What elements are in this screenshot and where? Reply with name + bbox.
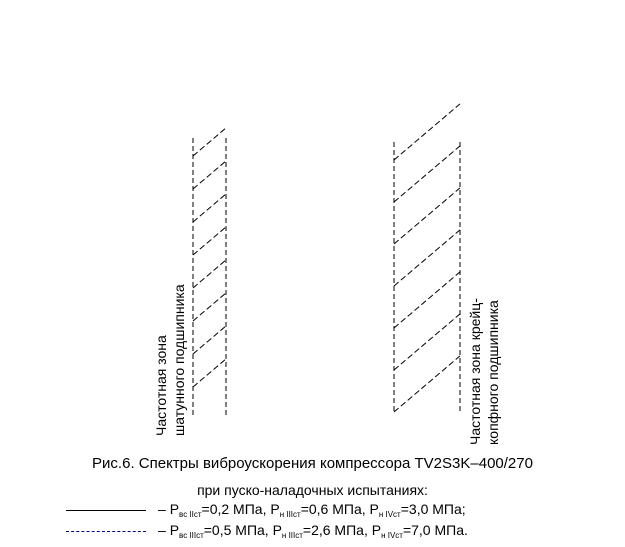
legend-dash: – xyxy=(158,501,166,517)
legend-param-subscript: н IVст xyxy=(378,510,401,519)
zone-hatch-line xyxy=(193,128,226,156)
zone-band-connecting-rod-bearing xyxy=(193,128,226,415)
figure-caption-subtitle: при пуско-наладочных испытаниях: xyxy=(197,482,428,498)
zone-hatch-line xyxy=(394,314,460,370)
zone-label-connecting-rod-bearing xyxy=(152,176,188,436)
zone-hatch-line xyxy=(193,194,226,222)
legend-param-subscript: н IIIст xyxy=(279,510,301,519)
legend-param-value: =2,6 МПа, xyxy=(302,522,368,538)
zone-hatch-line xyxy=(193,326,226,354)
zone-hatch-line xyxy=(193,227,226,255)
zone-hatch-line xyxy=(193,260,226,288)
legend-row-dashed xyxy=(66,521,468,545)
zone-hatch-line xyxy=(394,356,460,412)
legend-param-symbol: P xyxy=(270,501,280,517)
zone-hatch-line xyxy=(394,104,460,160)
zone-hatch-line xyxy=(193,359,226,387)
zone-label-line-1: Частотная зона крейц- xyxy=(467,298,483,445)
legend-param-symbol: P xyxy=(369,501,379,517)
legend-param-symbol: P xyxy=(272,522,282,538)
legend-param-subscript: вс IIIст xyxy=(179,531,204,540)
zone-hatch-line xyxy=(394,188,460,244)
legend-param-value: =0,6 МПа, xyxy=(300,501,366,517)
zone-hatch-line xyxy=(394,230,460,286)
legend-param-value: =3,0 МПа; xyxy=(400,501,466,517)
legend-param-value: =0,2 МПа, xyxy=(201,501,267,517)
zone-band-crosshead-bearing xyxy=(394,104,460,413)
legend-dashed-line-swatch xyxy=(66,531,146,532)
legend-param-subscript: вс IIст xyxy=(179,510,202,519)
figure-caption: Рис.6. Спектры виброускорения компрессора TV2S3K–400/270 xyxy=(92,455,533,472)
zone-label-line-1: Частотная зона xyxy=(153,335,169,436)
legend-param-subscript: н IIIст xyxy=(281,531,303,540)
zone-hatch-line xyxy=(193,161,226,189)
legend-param-subscript: н IVст xyxy=(381,531,403,540)
legend-param-value: =0,5 МПа, xyxy=(203,522,269,538)
legend-param-symbol: P xyxy=(169,501,180,517)
zone-label-line-2: копфного подшипника xyxy=(485,300,501,445)
zone-hatch-line xyxy=(394,146,460,202)
legend-dash: – xyxy=(158,522,166,538)
legend-param-value: =7,0 МПа. xyxy=(402,522,468,538)
zone-hatch-line xyxy=(193,293,226,321)
legend-param-symbol: P xyxy=(371,522,382,538)
zone-label-line-2: шатунного подшипника xyxy=(171,284,187,436)
legend-solid-line-swatch xyxy=(66,510,146,511)
zone-label-crosshead-bearing xyxy=(466,185,502,445)
legend-param-symbol: P xyxy=(169,522,180,538)
zone-hatch-line xyxy=(394,272,460,328)
